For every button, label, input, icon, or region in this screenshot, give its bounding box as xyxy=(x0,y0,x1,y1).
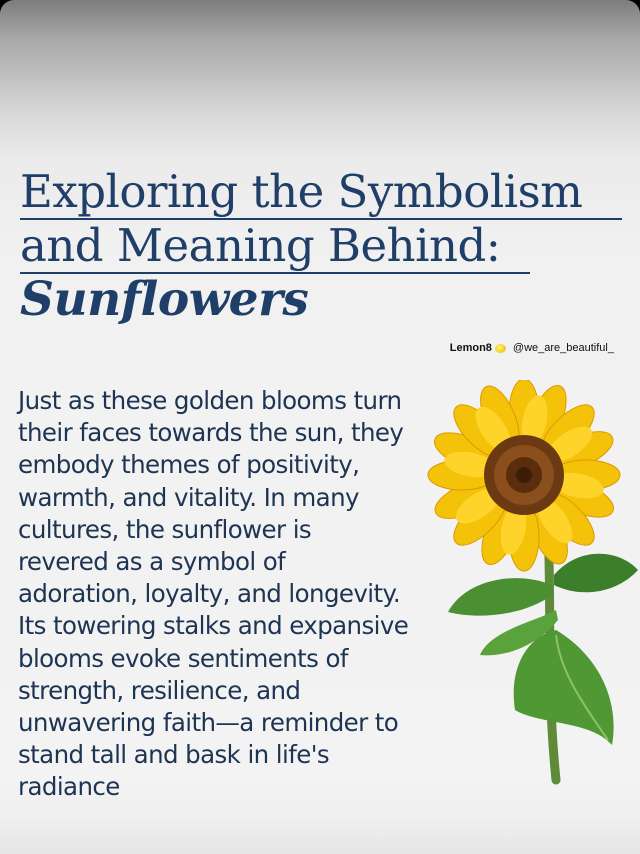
watermark-handle: @we_are_beautiful_ xyxy=(512,342,614,354)
post-body xyxy=(18,385,448,804)
title-line-1: Exploring the Symbolism xyxy=(20,166,622,220)
title-subject: Sunflowers xyxy=(20,272,309,327)
body-line: revered as a symbol of xyxy=(18,547,286,577)
sunflower-illustration xyxy=(420,380,640,800)
body-line: stand tall and bask in life's xyxy=(18,740,329,770)
body-line: strength, resilience, and xyxy=(18,675,301,705)
sunflower-head xyxy=(428,380,620,571)
body-line: unwavering faith—a reminder to xyxy=(18,708,399,738)
watermark-brand: Lemon8 xyxy=(449,342,492,354)
body-line: blooms evoke sentiments of xyxy=(18,643,348,673)
body-line: their faces towards the sun, they xyxy=(18,418,404,448)
body-line: radiance xyxy=(18,772,120,802)
body-line: adoration, loyalty, and longevity. xyxy=(18,579,401,609)
body-line: warmth, and vitality. In many xyxy=(18,482,359,512)
watermark xyxy=(450,342,614,354)
bottom-fade xyxy=(0,820,640,854)
lemon-icon xyxy=(495,344,506,353)
post-title xyxy=(20,166,630,328)
sunflower-leaf xyxy=(448,578,552,615)
body-line: embody themes of positivity, xyxy=(18,450,360,480)
body-line: Its towering stalks and expansive xyxy=(18,611,409,641)
body-line: Just as these golden blooms turn xyxy=(18,386,402,415)
sunflower-leaf xyxy=(554,554,638,593)
body-line: cultures, the sunflower is xyxy=(18,514,312,544)
title-line-2: and Meaning Behind: xyxy=(20,220,530,274)
